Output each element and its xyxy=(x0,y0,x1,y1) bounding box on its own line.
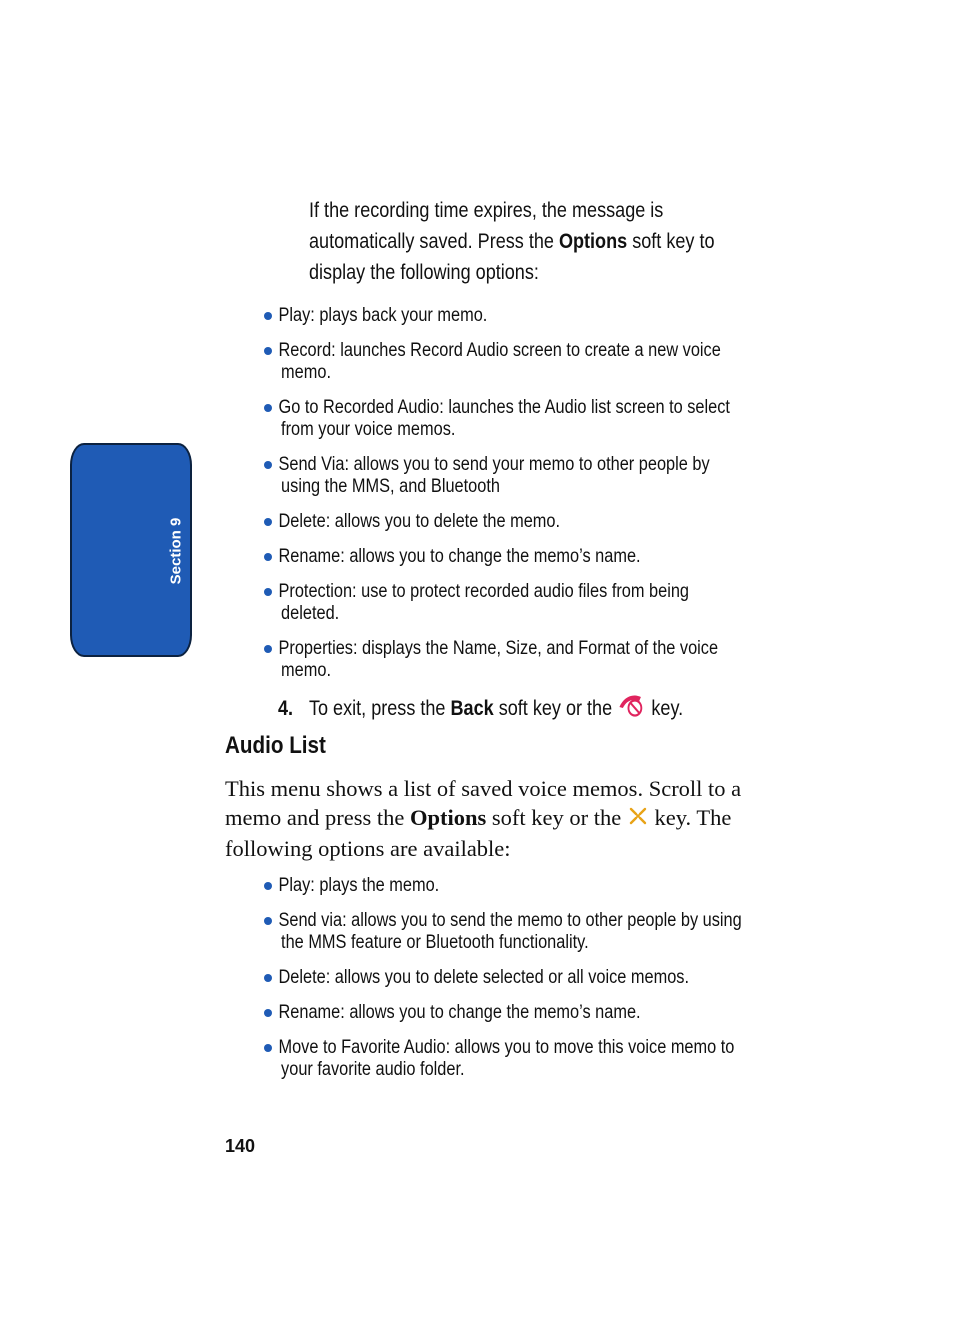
list-item-text: Play: plays back your memo. xyxy=(278,305,488,326)
list-item-text: Protection: use to protect recorded audio files from being xyxy=(278,581,690,602)
list-item-text-continued: deleted. xyxy=(281,603,340,624)
list-item-text: Play: plays the memo. xyxy=(278,875,440,896)
list-item-text: Rename: allows you to change the memo’s name. xyxy=(278,1002,641,1023)
audio-list-line-2: memo and press the Options soft key or the key. The xyxy=(225,803,805,834)
list-item-text: Rename: allows you to change the memo’s name. xyxy=(278,546,641,567)
list-item-text: Record: launches Record Audio screen to create a new voice xyxy=(278,340,721,361)
audio-options-list xyxy=(263,875,901,1094)
list-item xyxy=(263,1037,901,1081)
list-item xyxy=(263,454,901,498)
list-item xyxy=(263,546,901,568)
navigation-key-icon xyxy=(627,805,649,834)
section-tab-label: Section 9 xyxy=(167,517,185,585)
list-item-text: Properties: displays the Name, Size, and Format of the voice xyxy=(278,638,719,659)
list-item-text-continued: memo. xyxy=(281,660,332,681)
back-keyword: Back xyxy=(450,697,494,721)
list-item xyxy=(263,910,901,954)
options-keyword-2: Options xyxy=(409,805,487,830)
audio-list-line-1: This menu shows a list of saved voice memos. Scroll to a xyxy=(225,776,742,801)
list-item-text-continued: memo. xyxy=(281,362,332,383)
intro-line-1: If the recording time expires, the message is xyxy=(309,199,664,222)
end-call-icon xyxy=(617,691,646,728)
list-item-text: Delete: allows you to delete selected or all voice memos. xyxy=(278,967,690,988)
intro-paragraph xyxy=(309,195,781,288)
step-number: 4. xyxy=(278,697,294,721)
list-item xyxy=(263,340,901,384)
options-keyword: Options xyxy=(558,230,628,253)
list-item-text-continued: the MMS feature or Bluetooth functionality. xyxy=(281,932,589,953)
list-item-text: Send Via: allows you to send your memo to other people by xyxy=(278,454,710,475)
list-item xyxy=(263,967,901,989)
list-item xyxy=(263,1002,901,1024)
list-item xyxy=(263,875,901,897)
list-item-text: Move to Favorite Audio: allows you to move this voice memo to xyxy=(278,1037,735,1058)
list-item-text-continued: using the MMS, and Bluetooth xyxy=(281,476,500,497)
audio-list-heading: Audio List xyxy=(225,732,326,759)
list-item xyxy=(263,397,901,441)
intro-line-2: automatically saved. Press the Options soft key to xyxy=(309,230,715,253)
intro-line-3: display the following options: xyxy=(309,261,539,284)
options-list xyxy=(263,305,901,695)
list-item xyxy=(263,638,901,682)
list-item-text-continued: from your voice memos. xyxy=(281,419,456,440)
list-item xyxy=(263,305,901,327)
step-4: 4. To exit, press the Back soft key or the key. xyxy=(278,691,749,728)
list-item-text: Send via: allows you to send the memo to other people by using xyxy=(278,910,742,931)
list-item xyxy=(263,511,901,533)
page-number: 140 xyxy=(225,1136,256,1156)
list-item xyxy=(263,581,901,625)
list-item-text: Go to Recorded Audio: launches the Audio list screen to select xyxy=(278,397,730,418)
audio-list-paragraph xyxy=(225,774,805,863)
list-item-text: Delete: allows you to delete the memo. xyxy=(278,511,561,532)
list-item-text-continued: your favorite audio folder. xyxy=(281,1059,465,1080)
audio-list-line-3: following options are available: xyxy=(225,836,511,862)
